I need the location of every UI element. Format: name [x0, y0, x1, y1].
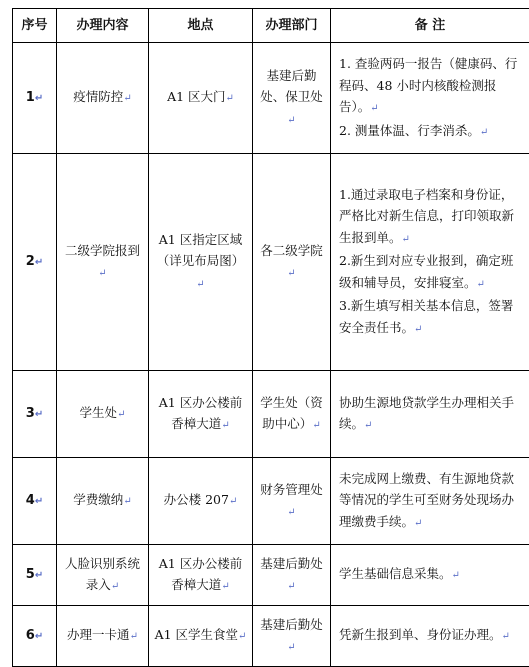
- header-remark: 备 注: [331, 9, 529, 43]
- location-cell-text: A1 区学生食堂: [155, 627, 238, 642]
- table-row: [13, 606, 529, 667]
- remark-line: [339, 53, 525, 120]
- seq-cell: [13, 154, 57, 371]
- location-cell: [149, 458, 253, 545]
- seq-cell-text: 3: [26, 406, 35, 421]
- remark-line: [339, 120, 525, 144]
- paragraph-mark-icon: ↵: [312, 420, 320, 431]
- paragraph-mark-icon: ↵: [229, 496, 237, 507]
- content-cell-text: 学费缴纳: [73, 492, 123, 507]
- location-cell-text: A1 区办公楼前香樟大道: [159, 556, 242, 593]
- content-cell: [57, 458, 149, 545]
- paragraph-mark-icon: ↵: [502, 631, 510, 642]
- content-cell-text: 二级学院报到: [65, 243, 140, 258]
- content-cell-text: 疫情防控: [73, 89, 123, 104]
- seq-cell: [13, 606, 57, 667]
- paragraph-mark-icon: ↵: [35, 570, 43, 581]
- content-cell: [57, 606, 149, 667]
- location-cell: [149, 545, 253, 606]
- seq-cell-text: 2: [26, 254, 35, 269]
- paragraph-mark-icon: ↵: [123, 93, 131, 104]
- seq-cell-text: 1: [26, 90, 35, 105]
- remark-cell: [331, 458, 529, 545]
- dept-cell: [253, 606, 331, 667]
- paragraph-mark-icon: ↵: [480, 127, 488, 138]
- remark-text: 学生基础信息采集。: [339, 566, 452, 581]
- paragraph-mark-icon: ↵: [35, 631, 43, 642]
- location-cell-text: A1 区大门: [167, 89, 225, 104]
- seq-cell: [13, 458, 57, 545]
- table-body: [13, 43, 529, 667]
- table-row: [13, 154, 529, 371]
- remark-text: 协助生源地贷款学生办理相关手续。: [339, 395, 514, 432]
- paragraph-mark-icon: ↵: [287, 642, 295, 653]
- table-row: [13, 371, 529, 458]
- remark-text: 凭新生报到单、身份证办理。: [339, 627, 502, 642]
- content-cell-text: 学生处: [80, 405, 118, 420]
- remark-text: 2. 测量体温、行李消杀。: [339, 123, 480, 138]
- content-cell: [57, 43, 149, 154]
- seq-cell: [13, 545, 57, 606]
- remark-line: [339, 624, 525, 648]
- table-row: [13, 458, 529, 545]
- content-cell-text: 办理一卡通: [67, 627, 130, 642]
- header-location: 地点: [149, 9, 253, 43]
- location-cell-text: A1 区指定区域（详见布局图）: [157, 232, 245, 269]
- content-cell: [57, 154, 149, 371]
- table-row: [13, 43, 529, 154]
- seq-cell-text: 5: [26, 567, 35, 582]
- seq-cell-text: 6: [26, 628, 35, 643]
- paragraph-mark-icon: ↵: [238, 631, 246, 642]
- paragraph-mark-icon: ↵: [35, 93, 43, 104]
- paragraph-mark-icon: ↵: [111, 581, 119, 592]
- paragraph-mark-icon: ↵: [370, 103, 378, 114]
- remark-line: [339, 295, 525, 340]
- header-content: 办理内容: [57, 9, 149, 43]
- remark-line: [339, 392, 525, 437]
- location-cell: [149, 371, 253, 458]
- dept-cell-text: 基建后勤处、保卫处: [260, 68, 323, 105]
- paragraph-mark-icon: ↵: [414, 518, 422, 529]
- paragraph-mark-icon: ↵: [287, 268, 295, 279]
- table-row: [13, 545, 529, 606]
- paragraph-mark-icon: ↵: [287, 581, 295, 592]
- paragraph-mark-icon: ↵: [35, 496, 43, 507]
- remark-text: 未完成网上缴费、有生源地贷款等情况的学生可至财务处现场办理缴费手续。: [339, 471, 514, 529]
- remark-cell: [331, 43, 529, 154]
- remark-line: [339, 563, 525, 587]
- registration-table: [12, 8, 529, 667]
- location-cell-text: 办公楼 207: [164, 492, 229, 507]
- header-dept: 办理部门: [253, 9, 331, 43]
- seq-cell: [13, 371, 57, 458]
- dept-cell-text: 学生处（资助中心）: [260, 395, 323, 432]
- location-cell: [149, 43, 253, 154]
- location-cell: [149, 154, 253, 371]
- dept-cell-text: 基建后勤处: [260, 617, 323, 632]
- remark-line: [339, 250, 525, 295]
- paragraph-mark-icon: ↵: [117, 409, 125, 420]
- remark-text: 3.新生填写相关基本信息，签署安全责任书。: [339, 298, 513, 335]
- remark-cell: [331, 545, 529, 606]
- paragraph-mark-icon: ↵: [221, 581, 229, 592]
- remark-line: [339, 184, 525, 251]
- paragraph-mark-icon: ↵: [287, 115, 295, 126]
- content-cell: [57, 371, 149, 458]
- remark-text: 1.通过录取电子档案和身份证，严格比对新生信息，打印领取新生报到单。: [339, 187, 514, 245]
- paragraph-mark-icon: ↵: [452, 570, 460, 581]
- paragraph-mark-icon: ↵: [123, 496, 131, 507]
- paragraph-mark-icon: ↵: [221, 420, 229, 431]
- dept-cell: [253, 43, 331, 154]
- paragraph-mark-icon: ↵: [287, 507, 295, 518]
- header-row: [13, 9, 529, 43]
- dept-cell: [253, 458, 331, 545]
- paragraph-mark-icon: ↵: [35, 257, 43, 268]
- paragraph-mark-icon: ↵: [226, 93, 234, 104]
- remark-text: 1. 查验两码一报告（健康码、行程码、48 小时内核酸检测报告）。: [339, 56, 517, 114]
- header-seq: 序号: [13, 9, 57, 43]
- remark-line: [339, 468, 525, 535]
- dept-cell-text: 各二级学院: [260, 243, 323, 258]
- remark-cell: [331, 371, 529, 458]
- seq-cell: [13, 43, 57, 154]
- remark-text: 2.新生到对应专业报到，确定班级和辅导员，安排寝室。: [339, 253, 513, 290]
- remark-cell: [331, 154, 529, 371]
- paragraph-mark-icon: ↵: [402, 234, 410, 245]
- seq-cell-text: 4: [26, 493, 35, 508]
- paragraph-mark-icon: ↵: [130, 631, 138, 642]
- dept-cell: [253, 371, 331, 458]
- paragraph-mark-icon: ↵: [35, 409, 43, 420]
- location-cell-text: A1 区办公楼前香樟大道: [159, 395, 242, 432]
- location-cell: [149, 606, 253, 667]
- remark-cell: [331, 606, 529, 667]
- paragraph-mark-icon: ↵: [196, 279, 204, 290]
- paragraph-mark-icon: ↵: [477, 279, 485, 290]
- content-cell: [57, 545, 149, 606]
- dept-cell: [253, 545, 331, 606]
- content-cell-text: 人脸识别系统录入: [65, 556, 140, 593]
- paragraph-mark-icon: ↵: [98, 268, 106, 279]
- dept-cell-text: 基建后勤处: [260, 556, 323, 571]
- dept-cell: [253, 154, 331, 371]
- dept-cell-text: 财务管理处: [260, 482, 323, 497]
- paragraph-mark-icon: ↵: [364, 420, 372, 431]
- paragraph-mark-icon: ↵: [414, 324, 422, 335]
